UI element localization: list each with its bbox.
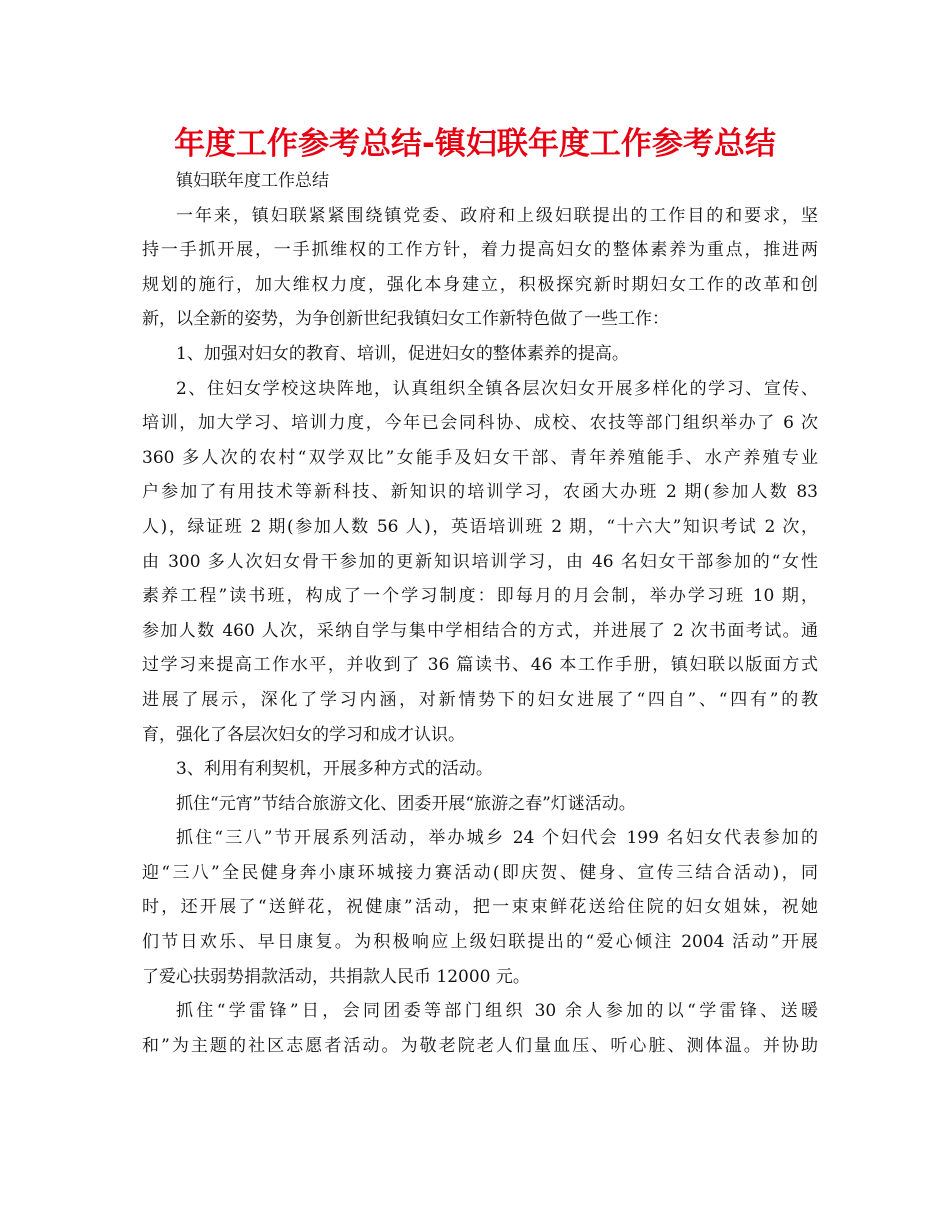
- paragraph-line: 规划的施行，加大维权力度，强化本身建立，积极探究新时期妇女工作的改革和创: [142, 274, 818, 295]
- paragraph-line: 们节日欢乐、早日康复。为积极响应上级妇联提出的“爱心倾注 2004 活动”开展: [142, 932, 818, 953]
- paragraph-line: 过学习来提高工作水平，并收到了 36 篇读书、46 本工作手册，镇妇联以版面方式: [142, 655, 818, 676]
- paragraph-line: 抓住“元宵”节结合旅游文化、团委开展“旅游之春”灯谜活动。: [176, 793, 636, 814]
- paragraph-line: 参加人数 460 人次，采纳自学与集中学相结合的方式，并进展了 2 次书面考试。通: [142, 620, 818, 641]
- paragraph-line: 进展了展示，深化了学习内涵，对新情势下的妇女进展了“四自”、“四有”的教: [142, 689, 818, 710]
- paragraph-line: 一年来，镇妇联紧紧围绕镇党委、政府和上级妇联提出的工作目的和要求，坚: [176, 205, 818, 226]
- paragraph-line: 户参加了有用技术等新科技、新知识的培训学习，农函大办班 2 期(参加人数 83: [142, 482, 818, 503]
- paragraph-line: 抓住“学雷锋”日，会同团委等部门组织 30 余人参加的以“学雷锋、送暖: [176, 1001, 818, 1022]
- paragraph-line: 抓住“三八”节开展系列活动，举办城乡 24 个妇代会 199 名妇女代表参加的: [176, 828, 818, 849]
- section-heading-line: 1、加强对妇女的教育、培训，促进妇女的整体素养的提高。: [176, 343, 629, 364]
- section-heading-line: 3、利用有利契机，开展多种方式的活动。: [176, 759, 493, 780]
- paragraph-line: 2、住妇女学校这块阵地，认真组织全镇各层次妇女开展多样化的学习、宣传、: [176, 378, 818, 399]
- paragraph-line: 新，以全新的姿势，为争创新世纪我镇妇女工作新特色做了一些工作：: [142, 309, 669, 330]
- paragraph-line: 育，强化了各层次妇女的学习和成才认识。: [142, 724, 465, 745]
- paragraph-line: 素养工程”读书班，构成了一个学习制度：即每月的月会制，举办学习班 10 期，: [142, 586, 818, 607]
- paragraph-line: 迎“三八”全民健身奔小康环城接力赛活动(即庆贺、健身、宣传三结合活动)，同: [142, 862, 818, 883]
- paragraph-line: 时，还开展了“送鲜花，祝健康”活动，把一束束鲜花送给住院的妇女姐妹，祝她: [142, 897, 818, 918]
- document-title: 年度工作参考总结-镇妇联年度工作参考总结: [174, 126, 776, 162]
- paragraph-line: 了爱心扶弱势捐款活动，共捐款人民币 12000 元。: [142, 966, 530, 987]
- paragraph-line: 人)，绿证班 2 期(参加人数 56 人)，英语培训班 2 期，“十六大”知识考试 2 次，: [142, 516, 818, 537]
- document-body: [142, 164, 818, 1063]
- paragraph-line: 和”为主题的社区志愿者活动。为敬老院老人们量血压、听心脏、测体温。并协助: [142, 1035, 818, 1056]
- paragraph-line: 持一手抓开展，一手抓维权的工作方针，着力提高妇女的整体素养为重点，推进两: [142, 240, 818, 261]
- paragraph-line: 培训，加大学习、培训力度，今年已会同科协、成校、农技等部门组织举办了 6 次: [142, 413, 818, 434]
- paragraph-line: 360 多人次的农村“双学双比”女能手及妇女干部、青年养殖能手、水产养殖专业: [142, 447, 818, 468]
- paragraph-line: 由 300 多人次妇女骨干参加的更新知识培训学习，由 46 名妇女干部参加的“女性: [142, 551, 818, 572]
- subtitle-line: 镇妇联年度工作总结: [176, 171, 329, 191]
